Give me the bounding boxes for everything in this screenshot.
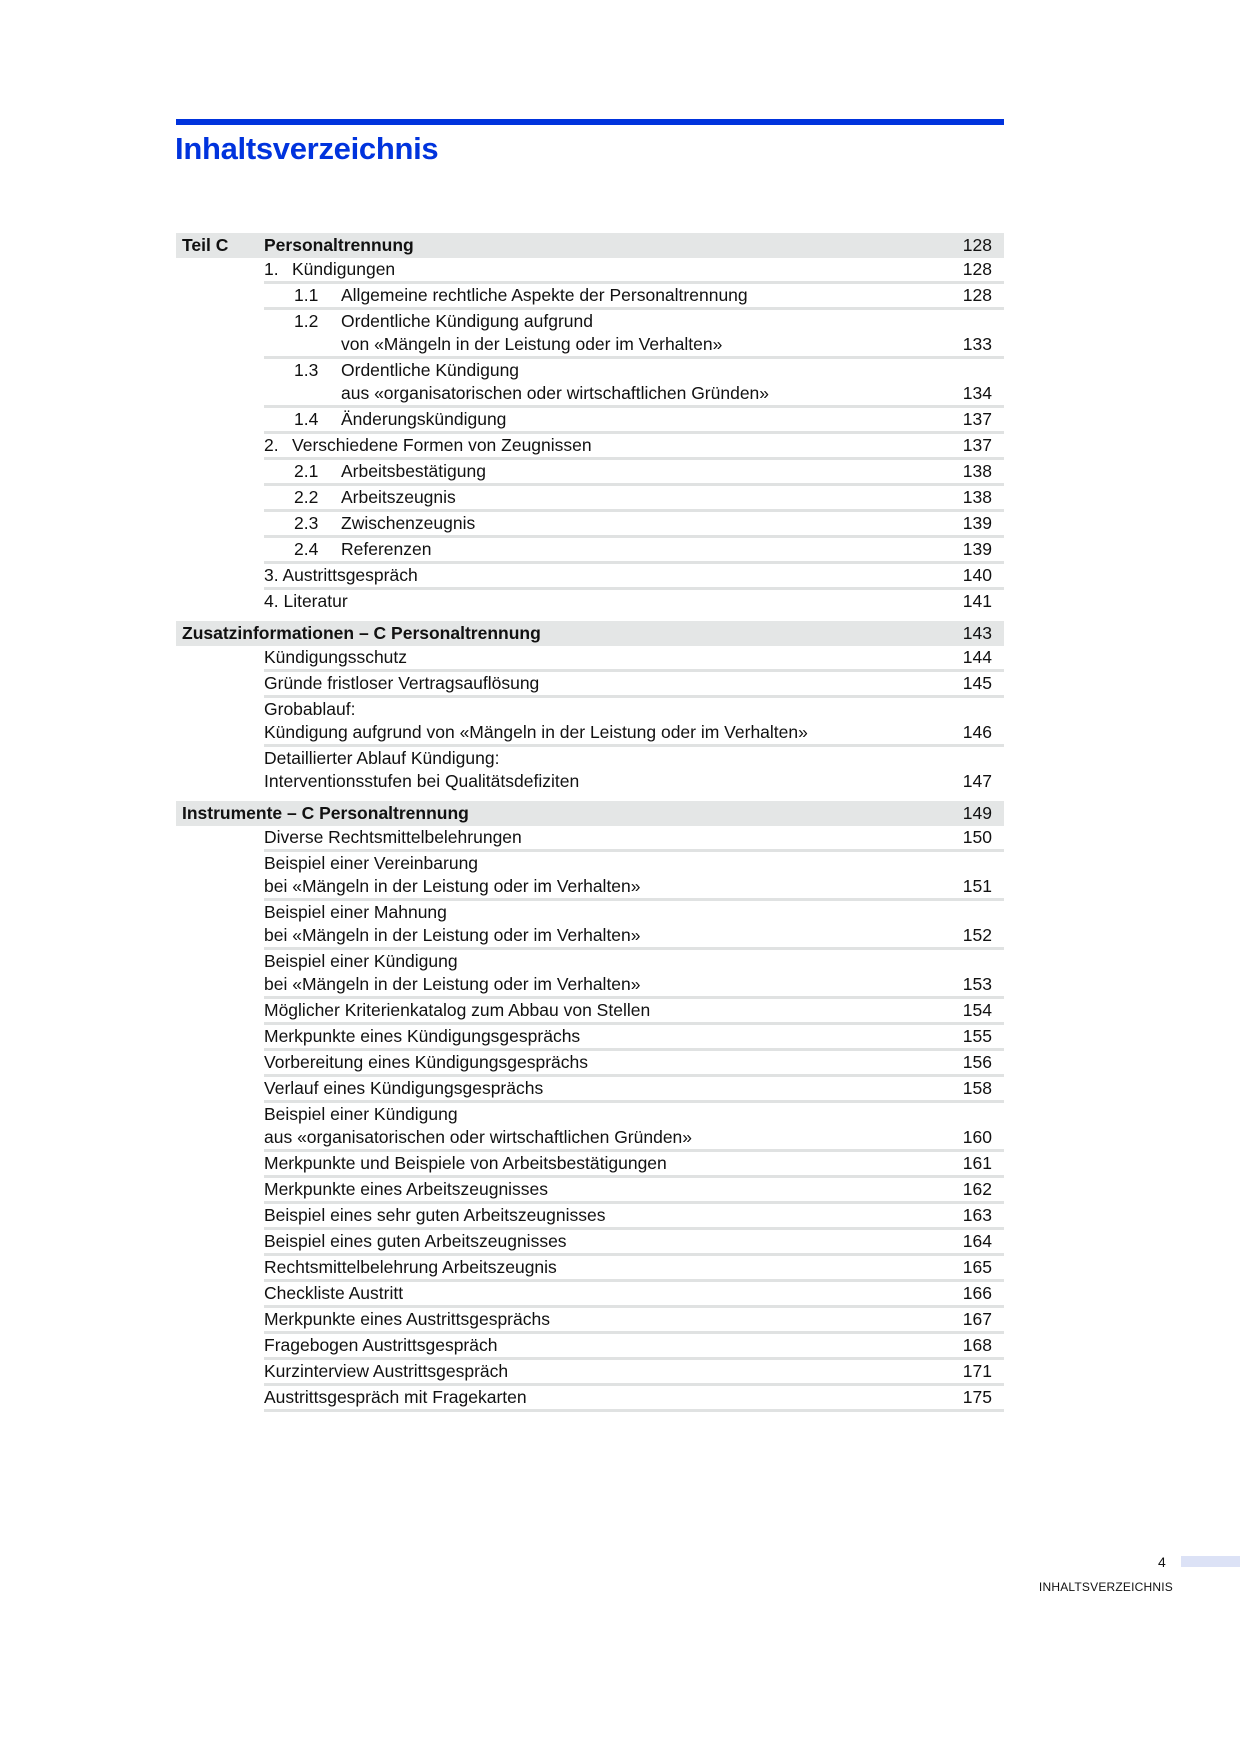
toc-entry-line (264, 538, 1004, 561)
toc-entry-line (264, 747, 1004, 770)
entry-page: 146 (962, 722, 992, 742)
toc-entry-line (264, 770, 1004, 793)
entry-page: 137 (962, 409, 992, 429)
toc-entry[interactable] (264, 434, 1004, 460)
entry-page: 141 (962, 591, 992, 611)
toc-entry[interactable] (264, 258, 1004, 284)
toc-entry[interactable] (264, 1077, 1004, 1103)
entry-title: Vorbereitung eines Kündigungsgesprächs (264, 1052, 588, 1072)
toc-entry-line (264, 698, 1004, 721)
entry-title: Fragebogen Austrittsgespräch (264, 1335, 498, 1355)
toc-section-header[interactable] (176, 621, 1004, 646)
entry-title: Interventionsstufen bei Qualitätsdefiziten (264, 771, 580, 791)
toc-entry-line (264, 1077, 1004, 1100)
entry-number: 1.1 (294, 285, 319, 305)
toc-entry-line (264, 1334, 1004, 1357)
entry-title: Beispiel einer Kündigung (264, 1104, 458, 1124)
entry-title: Merkpunkte eines Austrittsgesprächs (264, 1309, 550, 1329)
toc-entry[interactable] (264, 408, 1004, 434)
entry-title: Diverse Rechtsmittelbelehrungen (264, 827, 522, 847)
entry-title: Ordentliche Kündigung (341, 360, 520, 380)
toc-entry[interactable] (264, 1282, 1004, 1308)
toc-entry-line (264, 310, 1004, 333)
entry-page: 137 (962, 435, 992, 455)
toc-entry[interactable] (264, 1334, 1004, 1360)
entry-title: Detaillierter Ablauf Kündigung: (264, 748, 500, 768)
toc-entry[interactable] (264, 359, 1004, 408)
entry-title: Beispiel einer Mahnung (264, 902, 447, 922)
entry-title: von «Mängeln in der Leistung oder im Verhalten» (341, 334, 723, 354)
toc-entry-line (264, 359, 1004, 382)
entry-page: 167 (962, 1309, 992, 1329)
toc-entry[interactable] (264, 646, 1004, 672)
entry-page: 162 (962, 1179, 992, 1199)
entry-number: 1.3 (294, 360, 319, 380)
entry-title: Verschiedene Formen von Zeugnissen (292, 435, 592, 455)
toc-entry-line (264, 950, 1004, 973)
entry-title: Merkpunkte eines Arbeitszeugnisses (264, 1179, 549, 1199)
entry-page: 158 (962, 1078, 992, 1098)
entry-title: aus «organisatorischen oder wirtschaftlichen Gründen» (341, 383, 770, 403)
toc-entry[interactable] (264, 999, 1004, 1025)
entry-title: Kündigungsschutz (264, 647, 408, 667)
page-number-bar (1181, 1556, 1240, 1567)
section-title: Instrumente – C Personaltrennung (182, 803, 469, 823)
toc-entry-line (264, 1308, 1004, 1331)
entry-title: Beispiel einer Vereinbarung (264, 853, 479, 873)
entry-number: 2.3 (294, 513, 319, 533)
page-number: 4 (1158, 1554, 1166, 1570)
toc-entry[interactable] (264, 1256, 1004, 1282)
toc-entry-line (264, 875, 1004, 898)
entry-page: 156 (962, 1052, 992, 1072)
toc-entry[interactable] (264, 1152, 1004, 1178)
entry-number: 1.4 (294, 409, 319, 429)
toc-entry[interactable] (264, 950, 1004, 999)
entry-number: 2.2 (294, 487, 319, 507)
toc-entry[interactable] (264, 1103, 1004, 1152)
toc-entry[interactable] (264, 1178, 1004, 1204)
entry-page: 153 (962, 974, 992, 994)
entry-title: Kündigung aufgrund von «Mängeln in der Leistung oder im Verhalten» (264, 722, 808, 742)
entry-page: 133 (962, 334, 992, 354)
entry-title: Grobablauf: (264, 699, 356, 719)
toc-entry[interactable] (264, 1386, 1004, 1412)
toc-entry[interactable] (264, 310, 1004, 359)
section-label: Teil C (182, 235, 229, 255)
entry-page: 128 (962, 259, 992, 279)
entry-title: bei «Mängeln in der Leistung oder im Verhalten» (264, 974, 641, 994)
toc-entry[interactable] (264, 1308, 1004, 1334)
toc-entry-line (264, 333, 1004, 356)
toc-entry-line (264, 1126, 1004, 1149)
entry-title: Kündigungen (292, 259, 396, 279)
toc-entry[interactable] (264, 1360, 1004, 1386)
entry-page: 175 (962, 1387, 992, 1407)
entry-title: Merkpunkte eines Kündigungsgesprächs (264, 1026, 581, 1046)
toc-entry-line (264, 1386, 1004, 1409)
entry-page: 128 (962, 285, 992, 305)
toc-entry-line (264, 973, 1004, 996)
entry-page: 150 (962, 827, 992, 847)
entry-title: Arbeitszeugnis (341, 487, 456, 507)
toc-entry-line (264, 1282, 1004, 1305)
section-page: 128 (962, 235, 992, 255)
toc-entry[interactable] (264, 672, 1004, 698)
running-title: INHALTSVERZEICHNIS (1038, 1580, 1173, 1594)
toc-entry[interactable] (264, 901, 1004, 950)
entry-title: 4. Literatur (264, 591, 348, 611)
entry-title: Arbeitsbestätigung (341, 461, 486, 481)
title-rule (176, 119, 1004, 125)
toc-entry-line (264, 564, 1004, 587)
toc-entry[interactable] (264, 564, 1004, 590)
entry-title: Änderungskündigung (341, 409, 507, 429)
entry-title: Verlauf eines Kündigungsgesprächs (264, 1078, 544, 1098)
toc-section-header[interactable] (176, 233, 1004, 258)
entry-title: aus «organisatorischen oder wirtschaftlichen Gründen» (264, 1127, 693, 1147)
section-title: Personaltrennung (264, 235, 414, 255)
entry-title: Ordentliche Kündigung aufgrund (341, 311, 593, 331)
toc-entry-line (264, 924, 1004, 947)
toc-entry-line (264, 1103, 1004, 1126)
entry-title: Zwischenzeugnis (341, 513, 476, 533)
toc-entry-line (264, 1152, 1004, 1175)
toc-entry-line (264, 1051, 1004, 1074)
entry-title: Beispiel eines sehr guten Arbeitszeugnisses (264, 1205, 606, 1225)
entry-title: Checkliste Austritt (264, 1283, 404, 1303)
toc-entry-line (264, 1178, 1004, 1201)
entry-page: 144 (962, 647, 992, 667)
toc-entry[interactable] (264, 538, 1004, 564)
toc-section-header[interactable] (176, 801, 1004, 826)
entry-title: Gründe fristloser Vertragsauflösung (264, 673, 540, 693)
toc-entry[interactable] (264, 486, 1004, 512)
entry-page: 166 (962, 1283, 992, 1303)
section-page: 143 (962, 623, 992, 643)
entry-page: 164 (962, 1231, 992, 1251)
entry-page: 168 (962, 1335, 992, 1355)
entry-title: Merkpunkte und Beispiele von Arbeitsbestätigungen (264, 1153, 667, 1173)
entry-title: Allgemeine rechtliche Aspekte der Personaltrennung (341, 285, 748, 305)
entry-page: 151 (962, 876, 992, 896)
toc-entry-line (264, 1360, 1004, 1383)
toc-entry-line (264, 1204, 1004, 1227)
entry-page: 165 (962, 1257, 992, 1277)
entry-number: 1. (264, 259, 279, 279)
toc-entry[interactable] (264, 852, 1004, 901)
entry-title: Rechtsmittelbelehrung Arbeitszeugnis (264, 1257, 557, 1277)
entry-page: 138 (962, 461, 992, 481)
toc-entry-line (264, 284, 1004, 307)
entry-title: Referenzen (341, 539, 432, 559)
toc-entry[interactable] (264, 1230, 1004, 1256)
entry-number: 2.4 (294, 539, 319, 559)
entry-title: Möglicher Kriterienkatalog zum Abbau von Stellen (264, 1000, 651, 1020)
table-of-contents (176, 233, 1004, 1412)
entry-page: 145 (962, 673, 992, 693)
toc-entry[interactable] (264, 284, 1004, 310)
entry-page: 160 (962, 1127, 992, 1147)
toc-entry-line (264, 1025, 1004, 1048)
entry-title: Kurzinterview Austrittsgespräch (264, 1361, 509, 1381)
toc-entry-line (264, 382, 1004, 405)
toc-entry[interactable] (264, 512, 1004, 538)
entry-number: 2. (264, 435, 279, 455)
entry-title: Beispiel einer Kündigung (264, 951, 458, 971)
toc-entry[interactable] (264, 1051, 1004, 1077)
toc-entry[interactable] (264, 1204, 1004, 1230)
toc-entry[interactable] (264, 1025, 1004, 1051)
toc-entry-line (264, 512, 1004, 535)
toc-entry-line (264, 460, 1004, 483)
entry-page: 138 (962, 487, 992, 507)
toc-entry-line (264, 852, 1004, 875)
toc-entry-line (264, 826, 1004, 849)
entry-page: 139 (962, 539, 992, 559)
toc-entry-line (264, 258, 1004, 281)
entry-page: 161 (962, 1153, 992, 1173)
entry-page: 171 (962, 1361, 992, 1381)
entry-title: Beispiel eines guten Arbeitszeugnisses (264, 1231, 567, 1251)
section-page: 149 (962, 803, 992, 823)
entry-page: 139 (962, 513, 992, 533)
entry-page: 134 (962, 383, 992, 403)
toc-entry[interactable] (264, 590, 1004, 616)
toc-entry[interactable] (264, 460, 1004, 486)
toc-entry-line (264, 1230, 1004, 1253)
section-title: Zusatzinformationen – C Personaltrennung (182, 623, 541, 643)
toc-entry-line (264, 999, 1004, 1022)
entry-title: 3. Austrittsgespräch (264, 565, 418, 585)
entry-number: 2.1 (294, 461, 319, 481)
toc-entry-line (264, 721, 1004, 744)
entry-page: 154 (962, 1000, 992, 1020)
entry-page: 155 (962, 1026, 992, 1046)
page-title: Inhaltsverzeichnis (175, 131, 439, 166)
entry-title: Austrittsgespräch mit Fragekarten (264, 1387, 527, 1407)
entry-page: 163 (962, 1205, 992, 1225)
toc-entry-line (264, 672, 1004, 695)
entry-page: 147 (962, 771, 992, 791)
toc-entry-line (264, 408, 1004, 431)
entry-page: 152 (962, 925, 992, 945)
toc-entry-line (264, 590, 1004, 613)
toc-entry-line (264, 646, 1004, 669)
toc-entry[interactable] (264, 698, 1004, 747)
entry-title: bei «Mängeln in der Leistung oder im Verhalten» (264, 876, 641, 896)
toc-entry[interactable] (264, 826, 1004, 852)
toc-entry-line (264, 434, 1004, 457)
toc-entry-line (264, 901, 1004, 924)
toc-entry-line (264, 486, 1004, 509)
entry-title: bei «Mängeln in der Leistung oder im Verhalten» (264, 925, 641, 945)
entry-number: 1.2 (294, 311, 319, 331)
toc-entry-line (264, 1256, 1004, 1279)
toc-entry[interactable] (264, 747, 1004, 796)
entry-page: 140 (962, 565, 992, 585)
